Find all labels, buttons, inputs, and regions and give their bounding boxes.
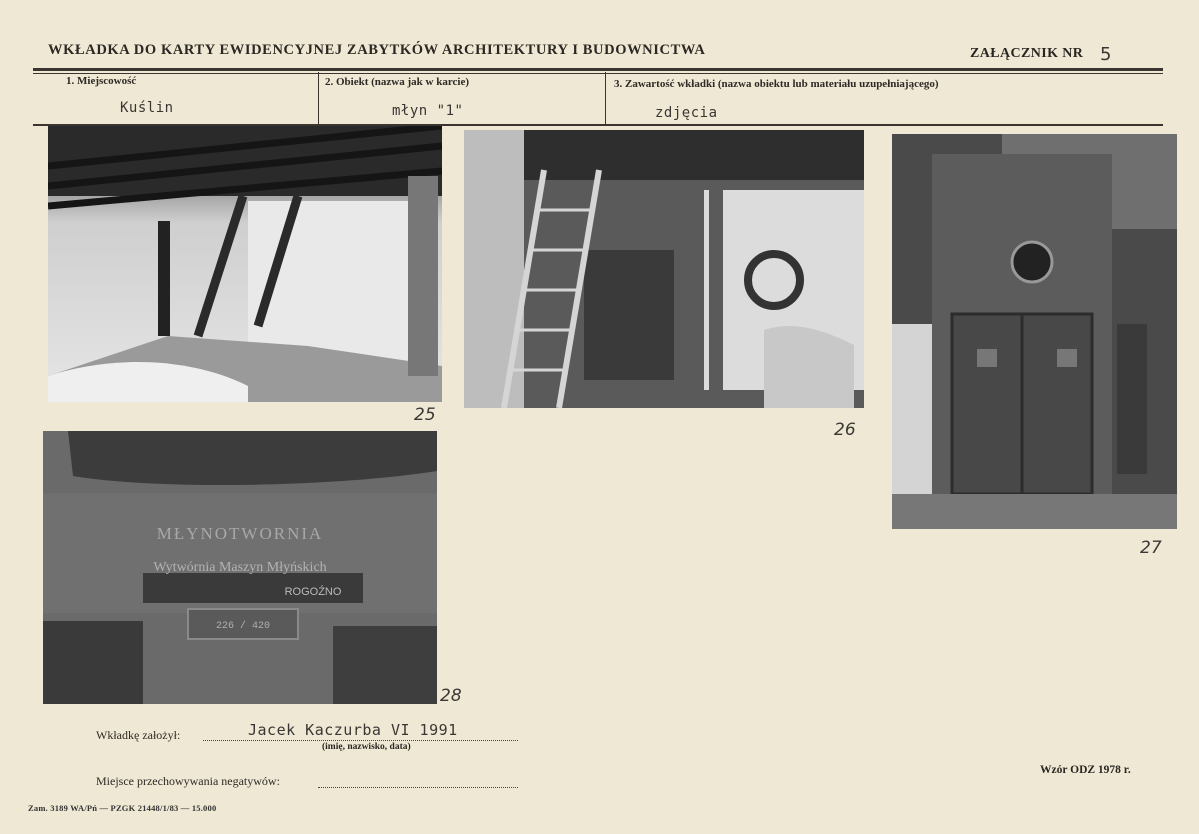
locality-label: 1. Miejscowość — [66, 75, 137, 87]
field-divider-2 — [605, 72, 606, 126]
photo-28-number: 28 — [440, 686, 462, 706]
plate-line-3: ROGOŹNO — [284, 586, 342, 598]
photo-27-machine-cabinet — [892, 134, 1177, 529]
field-divider-1 — [318, 72, 319, 126]
photo-26-sifter-ladder — [464, 130, 864, 408]
photo-25-number: 25 — [414, 405, 436, 425]
object-value: młyn "1" — [392, 103, 464, 119]
created-by-value: Jacek Kaczurba VI 1991 — [248, 721, 458, 739]
plate-tag: 226 / 420 — [215, 621, 271, 632]
plate-line-1: MŁYNOTWORNIA — [156, 524, 324, 543]
annex-label: ZAŁĄCZNIK NR — [970, 46, 1084, 61]
form-title: WKŁADKA DO KARTY EWIDENCYJNEJ ZABYTKÓW ARCHITEKTURY I BUDOWNICTWA — [48, 42, 706, 58]
photo-27-number: 27 — [1140, 538, 1162, 558]
plate-line-2: Wytwórnia Maszyn Młyńskich — [153, 560, 327, 575]
locality-value: Kuślin — [120, 100, 174, 116]
annex-number: 5 — [1100, 44, 1112, 65]
negatives-line — [318, 787, 518, 788]
photo-25-mill-attic — [48, 126, 442, 402]
created-by-label: Wkładkę założył: — [96, 728, 181, 742]
created-by-line — [203, 740, 518, 741]
contents-value: zdjęcia — [655, 105, 718, 121]
contents-label: 3. Zawartość wkładki (nazwa obiektu lub materiału uzupełniającego) — [614, 78, 939, 90]
created-by-hint: (imię, nazwisko, data) — [322, 742, 411, 752]
photo-28-manufacturer-plate — [43, 431, 437, 704]
header-top-rule-thin — [33, 73, 1163, 74]
photo-26-number: 26 — [834, 420, 856, 440]
negatives-label: Miejsce przechowywania negatywów: — [96, 774, 280, 788]
object-label: 2. Obiekt (nazwa jak w karcie) — [325, 76, 470, 88]
print-code: Zam. 3189 WA/Pń — PZGK 21448/1/83 — 15.000 — [28, 803, 217, 813]
model-label: Wzór ODZ 1978 r. — [1040, 764, 1131, 776]
header-top-rule — [33, 68, 1163, 71]
